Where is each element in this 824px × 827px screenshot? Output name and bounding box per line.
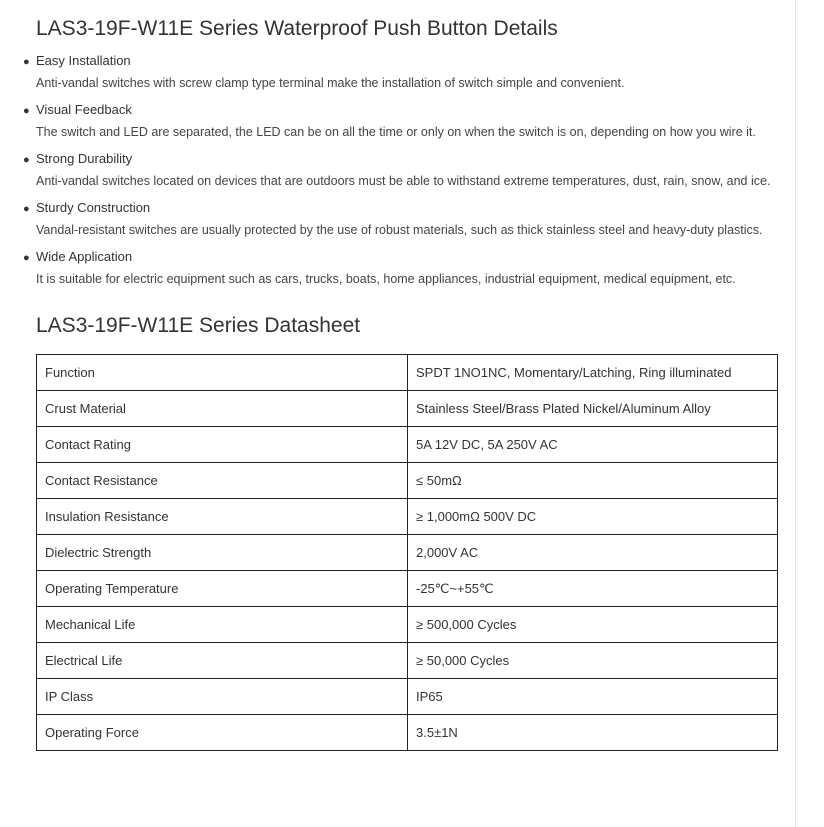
- parameter-cell: Operating Force: [37, 715, 408, 751]
- parameter-cell: Operating Temperature: [37, 571, 408, 607]
- table-row: [37, 607, 778, 643]
- table-row: [37, 355, 778, 391]
- parameter-cell: Mechanical Life: [37, 607, 408, 643]
- value-cell: Stainless Steel/Brass Plated Nickel/Aluminum Alloy: [408, 391, 778, 427]
- datasheet-section-title: LAS3-19F-W11E Series Datasheet: [36, 314, 361, 337]
- bullet-icon: ●: [23, 203, 30, 215]
- feature-list: [23, 52, 781, 291]
- feature-title: Easy Installation: [36, 53, 131, 68]
- feature-title: Strong Durability: [36, 151, 133, 166]
- parameter-cell: Insulation Resistance: [37, 499, 408, 535]
- value-cell: ≤ 50mΩ: [408, 463, 778, 499]
- bullet-icon: ●: [23, 105, 30, 117]
- table-row: [37, 463, 778, 499]
- value-cell: 5A 12V DC, 5A 250V AC: [408, 427, 778, 463]
- table-row: [37, 535, 778, 571]
- feature-item-visual-feedback: [23, 101, 781, 144]
- product-details-content: [23, 0, 781, 751]
- feature-description: Anti-vandal switches located on devices that are outdoors must be able to withstand extreme temperatures, dust, rain, snow, and ice.: [36, 174, 771, 188]
- table-row: [37, 571, 778, 607]
- table-row: [37, 643, 778, 679]
- bullet-icon: ●: [23, 154, 30, 166]
- page-right-border: [795, 0, 796, 827]
- feature-item-easy-installation: [23, 52, 781, 95]
- feature-description: Vandal-resistant switches are usually protected by the use of robust materials, such as thick stainless steel and heavy-duty plastics.: [36, 223, 763, 237]
- table-row: [37, 391, 778, 427]
- value-cell: ≥ 1,000mΩ 500V DC: [408, 499, 778, 535]
- value-cell: -25℃~+55℃: [408, 571, 778, 607]
- feature-item-sturdy-construction: [23, 199, 781, 242]
- datasheet-table: [36, 354, 778, 751]
- parameter-cell: Contact Resistance: [37, 463, 408, 499]
- feature-item-wide-application: [23, 248, 781, 291]
- details-section-title: LAS3-19F-W11E Series Waterproof Push Button Details: [36, 17, 558, 40]
- parameter-cell: Contact Rating: [37, 427, 408, 463]
- feature-item-strong-durability: [23, 150, 781, 193]
- value-cell: 2,000V AC: [408, 535, 778, 571]
- table-row: [37, 427, 778, 463]
- parameter-cell: Function: [37, 355, 408, 391]
- parameter-cell: Electrical Life: [37, 643, 408, 679]
- table-row: [37, 499, 778, 535]
- value-cell: 3.5±1N: [408, 715, 778, 751]
- bullet-icon: ●: [23, 252, 30, 264]
- value-cell: IP65: [408, 679, 778, 715]
- value-cell: SPDT 1NO1NC, Momentary/Latching, Ring illuminated: [408, 355, 778, 391]
- table-row: [37, 679, 778, 715]
- feature-description: Anti-vandal switches with screw clamp type terminal make the installation of switch simple and convenient.: [36, 76, 625, 90]
- parameter-cell: Dielectric Strength: [37, 535, 408, 571]
- value-cell: ≥ 50,000 Cycles: [408, 643, 778, 679]
- feature-description: The switch and LED are separated, the LED can be on all the time or only on when the switch is on, depending on how you wire it.: [36, 125, 756, 139]
- bullet-icon: ●: [23, 56, 30, 68]
- feature-title: Sturdy Construction: [36, 200, 151, 215]
- feature-title: Wide Application: [36, 249, 133, 264]
- feature-description: It is suitable for electric equipment such as cars, trucks, boats, home appliances, industrial equipment, medical equipment, etc.: [36, 272, 736, 286]
- table-row: [37, 715, 778, 751]
- parameter-cell: Crust Material: [37, 391, 408, 427]
- feature-title: Visual Feedback: [36, 102, 132, 117]
- parameter-cell: IP Class: [37, 679, 408, 715]
- value-cell: ≥ 500,000 Cycles: [408, 607, 778, 643]
